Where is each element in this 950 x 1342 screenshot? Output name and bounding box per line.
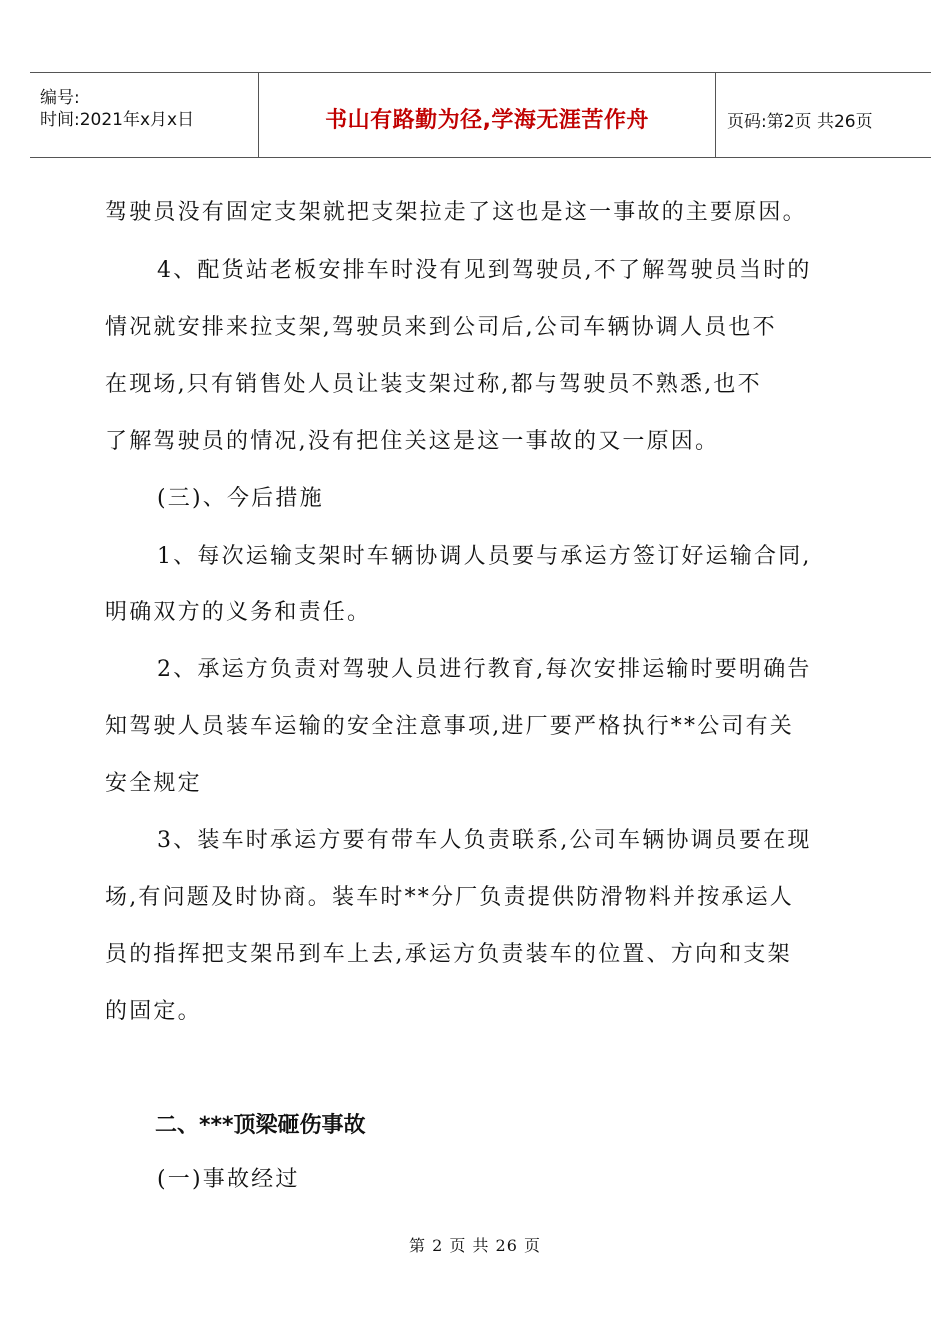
- body-line-14: 员的指挥把支架吊到车上去,承运方负责装车的位置、方向和支架: [105, 942, 792, 967]
- header-left-cell: [30, 73, 258, 157]
- body-line-15: 的固定。: [105, 999, 202, 1024]
- body-line-9: 2、承运方负责对驾驶人员进行教育,每次安排运输时要明确告: [157, 657, 812, 682]
- body-line-7: 1、每次运输支架时车辆协调人员要与承运方签订好运输合同,: [157, 544, 812, 569]
- page-header: [30, 72, 931, 158]
- section-heading-measures: (三)、今后措施: [157, 486, 324, 511]
- header-right-cell: [715, 73, 931, 157]
- document-time-label: 时间:2021年x月x日: [40, 110, 195, 130]
- section-heading-accident-2: 二、***顶梁砸伤事故: [155, 1113, 366, 1138]
- subheading-accident-process: (一)事故经过: [157, 1167, 300, 1192]
- body-line-4: 在现场,只有销售处人员让装支架过称,都与驾驶员不熟悉,也不: [105, 372, 762, 397]
- body-line-13: 场,有问题及时协商。装车时**分厂负责提供防滑物料并按承运人: [105, 885, 794, 910]
- header-motto: 书山有路勤为径,学海无涯苦作舟: [325, 108, 649, 133]
- page-footer: 第 2 页 共 26 页: [409, 1236, 541, 1255]
- document-code-label: 编号:: [40, 88, 80, 108]
- header-middle-cell: [258, 73, 716, 157]
- body-line-5: 了解驾驶员的情况,没有把住关这是这一事故的又一原因。: [105, 429, 720, 454]
- body-line-1: 驾驶员没有固定支架就把支架拉走了这也是这一事故的主要原因。: [105, 200, 807, 225]
- body-line-12: 3、装车时承运方要有带车人负责联系,公司车辆协调员要在现: [157, 828, 812, 853]
- body-line-3: 情况就安排来拉支架,驾驶员来到公司后,公司车辆协调人员也不: [105, 315, 777, 340]
- header-page-code: 页码:第2页 共26页: [727, 112, 873, 132]
- body-line-11: 安全规定: [105, 771, 202, 796]
- body-line-10: 知驾驶人员装车运输的安全注意事项,进厂要严格执行**公司有关: [105, 714, 794, 739]
- body-line-2: 4、配货站老板安排车时没有见到驾驶员,不了解驾驶员当时的: [157, 258, 812, 283]
- body-line-8: 明确双方的义务和责任。: [105, 600, 372, 625]
